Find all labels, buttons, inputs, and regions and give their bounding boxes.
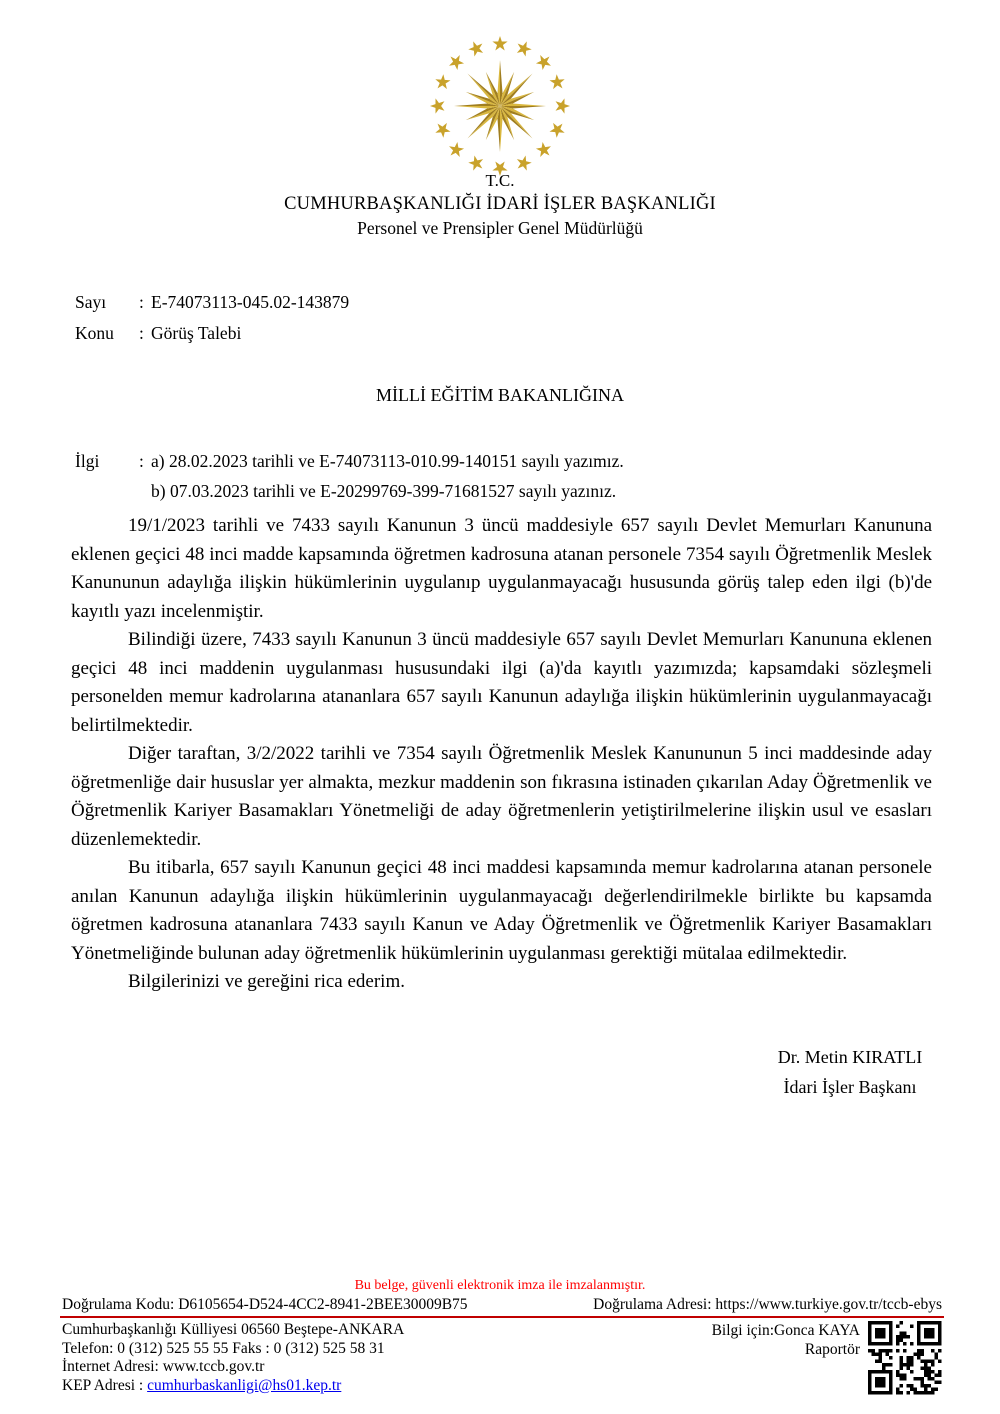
sayi-label: Sayı [75,292,107,312]
contact-info [712,1321,860,1359]
address-line: Cumhurbaşkanlığı Külliyesi 06560 Beştepe-ANKARA [62,1321,405,1338]
closing-line: Bilgilerinizi ve gereğini rica ederim. [128,971,405,992]
ilgi-items [151,446,624,506]
body-paragraph: Bu itibarla, 657 sayılı Kanunun geçici 48 inci maddesi kapsamında memur kadrolarına atanan personele anılan Kanunun adaylığa ilişkin hükümlerinin uygulanmayacağı değerlendirilmekle birlikte bu kapsamda öğretmen kadrosuna atananlara 7433 sayılı Kanun ve Aday Öğretmenlik ve Öğretmenlik Kariyer Basamakları Yönetmeliğinde bulunan aday öğretmenlik hükümlerinin uygulanması gerektiği mütalaa edilmektedir. [71,857,932,964]
ilgi-label: İlgi [75,451,100,471]
contact-title: Raportör [804,1340,860,1358]
verification-address: Doğrulama Adresi: https://www.turkiye.gov.tr/tccb-ebys [593,1296,942,1313]
contact-name: Bilgi için:Gonca KAYA [711,1322,860,1339]
body-paragraph: 19/1/2023 tarihli ve 7433 sayılı Kanunun 3 üncü maddesiyle 657 sayılı Devlet Memurları Kanununa eklenen geçici 48 inci madde kapsamında öğretmen kadrosuna atanan personele 7354 sayılı Öğretmenlik Meslek Kanununun adaylığa ilişkin hükümlerinin uygulanıp uygulanmayacağı hususunda görüş talep eden ilgi (b)'de kayıtlı yazı incelenmiştir. [71,515,932,622]
presidential-seal-icon [425,36,575,176]
phone-line: Telefon: 0 (312) 525 55 55 Faks : 0 (312) 525 58 31 [62,1339,385,1357]
letter-body [71,512,932,997]
footer-divider [60,1316,944,1318]
verification-code: Doğrulama Kodu: D6105654-D524-4CC2-8941-2BEE30009B75 [62,1296,468,1313]
letterhead-organization: CUMHURBAŞKANLIĞI İDARİ İŞLER BAŞKANLIĞI [284,194,716,214]
meta-row-konu [75,318,349,349]
signer-name: Dr. Metin KIRATLI [777,1047,923,1067]
ilgi-item-a: a) 28.02.2023 tarihli ve E-74073113-010.99-140151 sayılı yazımız. [151,451,624,471]
body-paragraph: Bilindiği üzere, 7433 sayılı Kanunun 3 üncü maddesiyle 657 sayılı Devlet Memurları Kanununa eklenen geçici 48 inci maddenin uygulanması hususundaki ilgi (a)'da kayıtlı yazımızda; kapsamdaki sözleşmeli personelden memur kadrolarına atananlara 657 sayılı Kanunun adaylığa ilişkin hükümlerinin uygulanmayacağı belirtilmektedir. [71,629,932,736]
letterhead [0,170,1000,240]
qr-code-icon [868,1321,942,1395]
kep-address-link[interactable]: cumhurbaskanligi@hs01.kep.tr [147,1376,342,1394]
letterhead-department: Personel ve Prensipler Genel Müdürlüğü [357,218,643,238]
kep-line [62,1377,404,1396]
body-paragraph: Diğer taraftan, 3/2/2022 tarihli ve 7354 sayılı Öğretmenlik Meslek Kanununun 5 inci maddesinde aday öğretmenliğe dair hususlar yer almakta, mezkur maddenin son fıkrasına istinaden çıkarılan Aday Öğretmenlik ve Öğretmenlik Kariyer Basamakları Yönetmeliği de aday öğretmenlerin yetiştirilmelerine ilişkin usul ve esasları düzenlemektedir. [71,743,932,850]
address-block [62,1321,404,1395]
verification-row [62,1296,942,1314]
document-meta [75,287,349,349]
konu-label: Konu [75,323,114,343]
web-line: İnternet Adresi: www.tccb.gov.tr [62,1358,265,1375]
footer-bottom [62,1321,942,1395]
konu-value: Görüş Talebi [151,323,242,343]
sayi-value: E-74073113-045.02-143879 [151,292,350,312]
meta-row-sayi [75,287,349,318]
konu-colon: : [139,323,144,343]
ilgi-item-b: b) 07.03.2023 tarihli ve E-20299769-399-71681527 sayılı yazınız. [151,481,617,501]
sayi-colon: : [139,292,144,312]
esign-notice: Bu belge, güvenli elektronik imza ile imzalanmıştır. [354,1278,646,1293]
signer-title: İdari İşler Başkanı [783,1077,917,1097]
recipient-line: MİLLİ EĞİTİM BAKANLIĞINA [376,385,624,405]
contact-block [712,1321,942,1395]
letterhead-tc: T.C. [485,171,515,190]
references-block [75,446,624,506]
ilgi-colon: : [139,451,144,471]
signature-block [700,1042,1000,1102]
kep-label: KEP Adresi : [62,1376,148,1394]
